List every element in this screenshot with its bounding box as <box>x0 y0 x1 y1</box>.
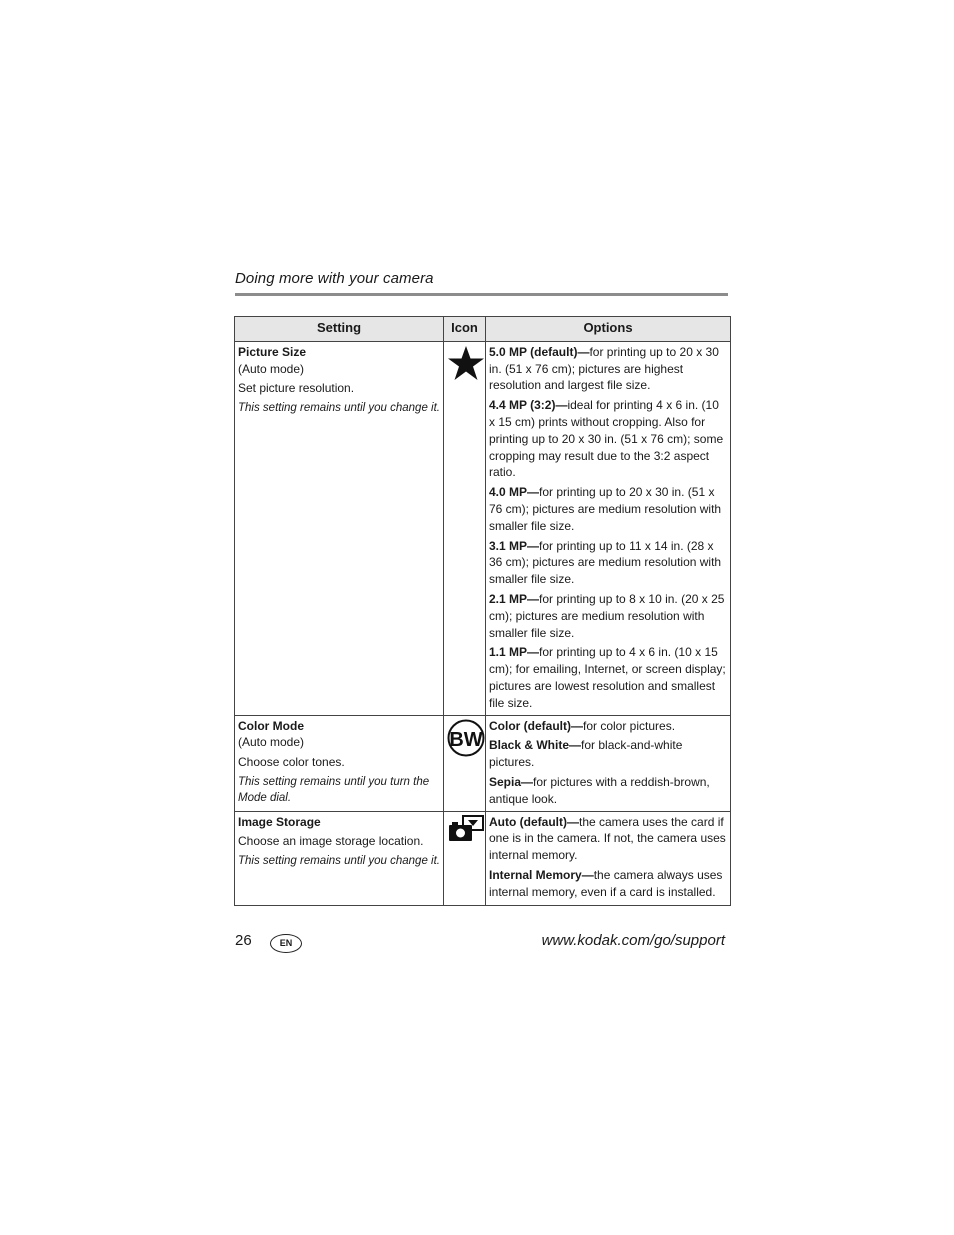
table-row <box>235 715 731 811</box>
options-cell <box>486 811 731 905</box>
language-badge: EN <box>270 934 302 953</box>
option-item: Auto (default)—the camera uses the card if one is in the camera. If not, the camera uses internal memory. <box>489 814 726 863</box>
support-link[interactable]: www.kodak.com/go/support <box>541 932 725 949</box>
options-cell <box>486 715 731 811</box>
setting-name: Color Mode <box>238 718 304 733</box>
setting-description: Set picture resolution. <box>238 381 355 396</box>
option-item: 4.4 MP (3:2)—ideal for printing 4 x 6 in. (10 x 15 cm) prints without cropping. Also for printing up to 20 x 30 in. (51 x 76 cm); some cropping may result due to the 3:2 aspect ratio. <box>489 398 724 480</box>
setting-note: This setting remains until you turn the Mode dial. <box>238 775 430 804</box>
page-footer <box>235 931 727 953</box>
section-header <box>235 270 728 296</box>
option-item: Color (default)—for color pictures. <box>489 718 676 733</box>
image-storage-icon <box>447 814 485 844</box>
table-header-row <box>235 317 731 342</box>
settings-table <box>234 316 731 906</box>
options-cell <box>486 341 731 715</box>
page-number: 26 <box>235 932 252 949</box>
option-item: 4.0 MP—for printing up to 20 x 30 in. (51 x 76 cm); pictures are medium resolution with smaller file size. <box>489 485 722 533</box>
column-header-options: Options <box>486 317 731 342</box>
column-header-icon: Icon <box>444 317 486 342</box>
header-rule <box>235 293 728 296</box>
svg-text:BW: BW <box>449 728 483 751</box>
option-item: Black & White—for black-and-white pictures. <box>489 738 683 770</box>
option-item: 3.1 MP—for printing up to 11 x 14 in. (28 x 36 cm); pictures are medium resolution with smaller file size. <box>489 538 722 587</box>
setting-description: Choose an image storage location. <box>238 834 424 849</box>
setting-name: Image Storage <box>238 814 321 829</box>
option-item: 2.1 MP—for printing up to 8 x 10 in. (20 x 25 cm); pictures are medium resolution with smaller file size. <box>489 591 725 640</box>
setting-description: Choose color tones. <box>238 755 345 770</box>
table-row <box>235 811 731 905</box>
setting-cell <box>235 341 444 715</box>
setting-name: Picture Size <box>238 344 307 359</box>
icon-cell <box>444 715 486 811</box>
setting-mode: (Auto mode) <box>238 735 305 750</box>
option-item: Internal Memory—the camera always uses internal memory, even if a card is installed. <box>489 867 723 899</box>
setting-note: This setting remains until you change it. <box>238 855 440 868</box>
setting-mode: (Auto mode) <box>238 361 305 376</box>
star-icon <box>447 344 485 382</box>
section-title: Doing more with your camera <box>235 270 434 287</box>
option-item: 5.0 MP (default)—for printing up to 20 x 30 in. (51 x 76 cm); pictures are highest resolution and largest file size. <box>489 344 719 393</box>
setting-note: This setting remains until you change it. <box>238 402 440 415</box>
setting-cell <box>235 811 444 905</box>
option-item: Sepia—for pictures with a reddish-brown, antique look. <box>489 774 710 806</box>
table-row <box>235 341 731 715</box>
setting-cell <box>235 715 444 811</box>
icon-cell <box>444 341 486 715</box>
bw-mode-icon <box>447 718 485 758</box>
icon-cell <box>444 811 486 905</box>
option-item: 1.1 MP—for printing up to 4 x 6 in. (10 x 15 cm); for emailing, Internet, or screen display; pictures are lowest resolution and smallest file size. <box>489 645 726 710</box>
column-header-setting: Setting <box>235 317 444 342</box>
